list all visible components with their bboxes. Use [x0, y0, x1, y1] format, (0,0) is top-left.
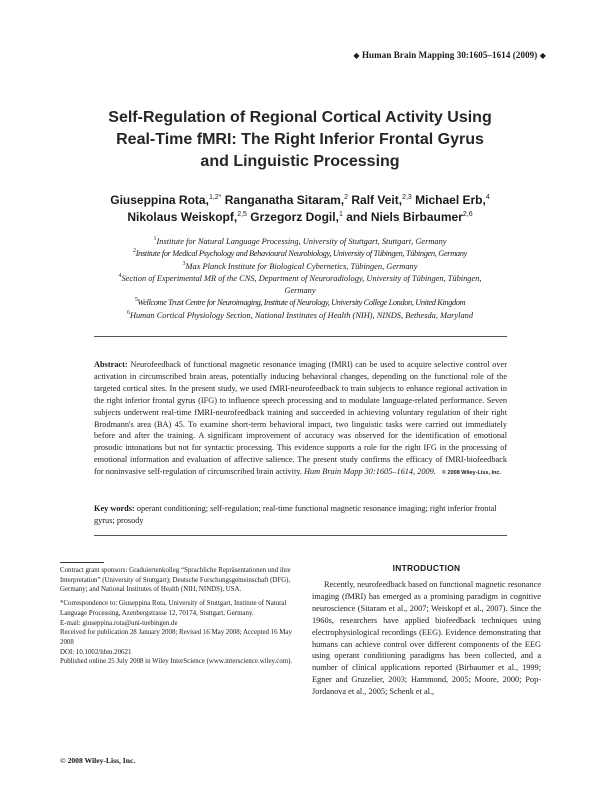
introduction-text: Recently, neurofeedback based on functional magnetic resonance imaging (fMRI) has emerged as a promising paradigm in cognitive neuroscience (Sitaram et al., 2007; Weiskopf et al., 2007). Since the 1960s, researchers have applied biofeedback techniques using electrophysiological recordings (EEG). Evidence demonstrating that humans can achieve control over different components of the EEG using operant conditioning paradigms has been collected, and a number of clinical applications reported (Birbaumer et al., 1999; Egner and Gruzelier, 2003; Hammond, 2005; Moore, 2000; Pop-Jordanova et al., 2005; Schenk et al.,: [312, 580, 541, 697]
title-line: Real-Time fMRI: The Right Inferior Frontal Gyrus: [116, 131, 484, 148]
affiliation-mark: 6: [126, 309, 130, 316]
journal-citation: Human Brain Mapping 30:1605–1614 (2009): [361, 49, 538, 60]
author-line: [60, 209, 540, 226]
keywords-text: operant conditioning; self-regulation; real-time functional magnetic resonance imaging; right inferior frontal gyrus; prosody: [94, 504, 497, 525]
keywords: [94, 503, 507, 527]
abstract-label: Abstract:: [94, 360, 128, 369]
affiliation-mark: 2: [133, 248, 136, 255]
affiliation-list: [70, 236, 530, 322]
footnote-received: Received for publication 28 January 2008; Revised 16 May 2008; Accepted 16 May 2008: [60, 629, 292, 646]
abstract-copyright: © 2008 Wiley-Liss, Inc.: [441, 470, 501, 477]
affiliation-mark: 5: [134, 297, 138, 304]
author-affiliation-mark: 1,2*: [208, 194, 222, 201]
author-name: Nikolaus Weiskopf,: [127, 210, 238, 224]
author-affiliation-mark: 2,5: [237, 211, 247, 218]
author-affiliation-mark: 4: [485, 194, 490, 201]
footnote-published: Published online 25 July 2008 in Wiley InterScience (www.interscience.wiley.com).: [60, 658, 293, 666]
section-heading-introduction: INTRODUCTION: [392, 563, 461, 573]
author-name: and Niels Birbaumer: [346, 210, 463, 224]
section-divider: [94, 336, 507, 337]
footnote-divider: [60, 562, 104, 563]
affiliation-mark: 3: [182, 260, 186, 267]
author-line: [60, 192, 540, 209]
keywords-label: Key words:: [94, 504, 135, 513]
paper-title: [60, 107, 540, 173]
author-name: Giuseppina Rota,: [110, 193, 209, 207]
footnote-doi: DOI: 10.1002/hbm.20621: [60, 648, 132, 656]
affiliation: [70, 236, 530, 248]
diamond-icon: ◆: [353, 50, 360, 60]
affiliation-text: Wellcome Trust Centre for Neuroimaging, Institute of Neurology, University College London, United Kingdom: [137, 298, 466, 308]
affiliation-text: Institute for Natural Language Processing, University of Stuttgart, Stuttgart, Germany: [156, 237, 447, 246]
footnote-grant: Contract grant sponsors: Graduiertenkolleg “Sprachliche Repräsentationen und ihre Interpretation” (University of Stuttgart); Deutsche Forschungsgemeinschaft (DFG), Germany; and National Institutes of Health (NIH, NINDS), USA.: [60, 567, 291, 594]
diamond-icon: ◆: [539, 50, 546, 60]
affiliation: [70, 261, 530, 273]
title-line: Self-Regulation of Regional Cortical Activity Using: [108, 109, 492, 126]
abstract-text: Neurofeedback of functional magnetic resonance imaging (fMRI) can be used to acquire selective control over activation in circumscribed brain areas, potentially inducing behavioral changes, depending on the functional role of the targeted cortical sites. In the present study, we used fMRI-neurofeedback to train subjects to enhance regional activation in the right inferior frontal gyrus (IFG) to influence speech processing and to modulate language-related performance. Seven subjects underwent real-time fMRI-neurofeedback training and succeeded in achieving voluntary regulation of their right Brodmann's area (BA) 45. To examine short-term behavioral impact, two linguistic tasks were carried out immediately before and after the training. A significant improvement of accuracy was observed for the identification of emotional prosodic intonations but not for syntactic processing. This evidence supports a role for the right IFG in the processing of emotional information and evaluation of affective salience. The present study confirms the efficacy of fMRI-biofeedback for noninvasive self-regulation of circumscribed brain activity.: [94, 360, 507, 477]
author-list: [60, 192, 540, 226]
affiliation-text: Institute for Medical Psychology and Behavioural Neurobiology, University of Tübingen, Tübingen, Germany: [135, 249, 467, 259]
affiliation-text: Human Cortical Physiology Section, National Institutes of Health (NIH), NINDS, Bethesda, Maryland: [129, 310, 474, 320]
affiliation-text: Max Planck Institute for Biological Cybernetics, Tübingen, Germany: [185, 261, 418, 271]
footnote-email: E-mail: giuseppina.rota@uni-tuebingen.de: [60, 619, 178, 627]
affiliation: [70, 248, 530, 260]
affiliation-mark: 1: [153, 236, 157, 243]
abstract: [94, 359, 507, 480]
author-name: Ralf Veit,: [351, 193, 403, 207]
affiliation: [70, 310, 530, 322]
affiliation: [70, 273, 530, 298]
author-affiliation-mark: 2,3: [402, 194, 412, 201]
section-divider: [94, 535, 507, 536]
footnote-correspondence: *Correspondence to: Giuseppina Rota, University of Stuttgart, Institute of Natural Language Processing, Azenbergstrasse 12, 70174, Stuttgart, Germany.: [60, 600, 287, 617]
running-head: [353, 49, 546, 60]
author-affiliation-mark: 1: [338, 211, 343, 218]
title-line: and Linguistic Processing: [200, 153, 400, 170]
author-name: Ranganatha Sitaram,: [224, 193, 345, 207]
author-name: Grzegorz Dogil,: [250, 210, 339, 224]
page-copyright: © 2008 Wiley-Liss, Inc.: [60, 756, 136, 765]
footnotes: [60, 566, 296, 667]
affiliation-mark: 4: [118, 273, 122, 280]
author-name: Michael Erb,: [415, 193, 486, 207]
abstract-citation: Hum Brain Mapp 30:1605–1614, 2009.: [304, 467, 436, 477]
author-affiliation-mark: 2: [344, 194, 349, 201]
author-affiliation-mark: 2,6: [462, 211, 473, 218]
affiliation-text: Section of Experimental MR of the CNS, Department of Neuroradiology, University of Tübingen, Tübingen, Germany: [121, 273, 482, 296]
affiliation: [70, 297, 530, 309]
